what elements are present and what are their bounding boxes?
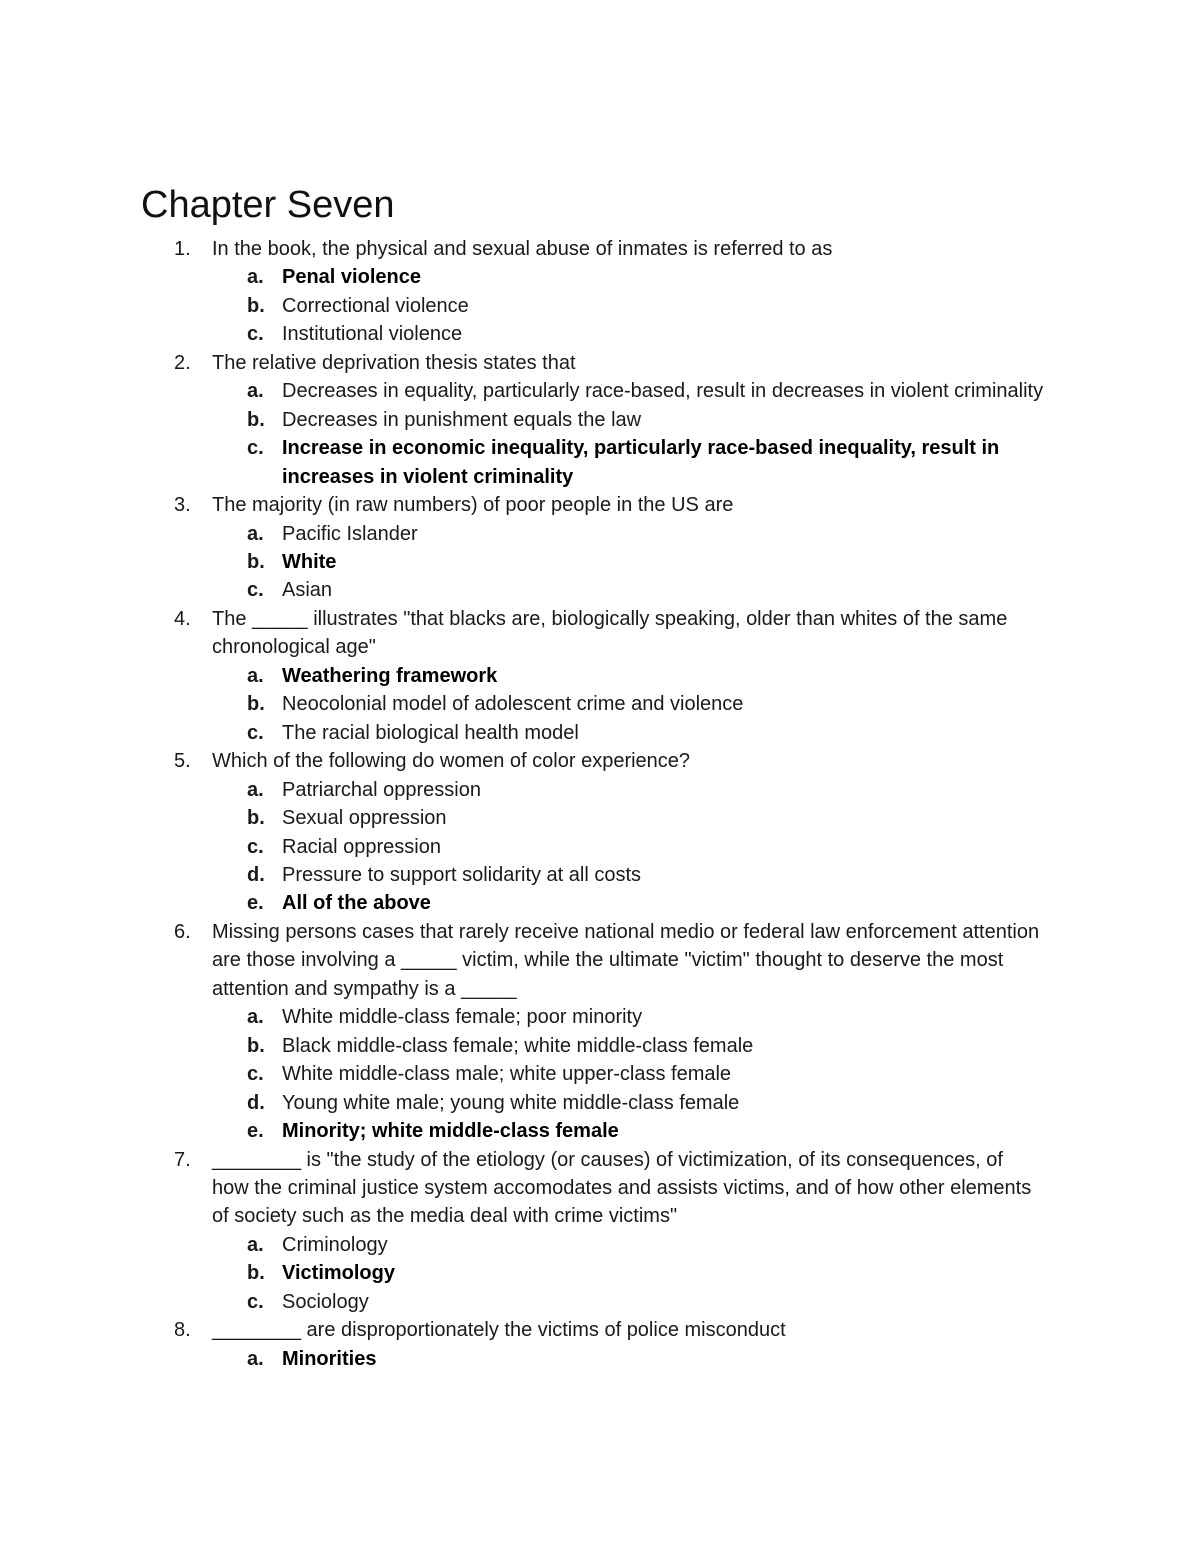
option-text: White [282,550,337,573]
answer-option [0,377,1200,405]
option-text: Racial oppression [282,835,441,858]
option-text: Black middle-class female; white middle-class female [282,1034,754,1057]
answer-option [0,1288,1200,1316]
answer-option [0,719,1200,747]
option-letter: c. [247,579,264,602]
option-text: Young white male; young white middle-class female [282,1091,740,1114]
answer-options [0,377,1200,491]
option-text: Penal violence [282,266,421,289]
option-text: Victimology [282,1262,395,1285]
question-item [0,918,1200,1146]
answer-option [0,406,1200,434]
question-number: 7. [174,1148,191,1171]
question-item [0,1316,1200,1373]
option-letter: b. [247,1262,265,1285]
answer-option [0,576,1200,604]
answer-option [0,833,1200,861]
question-list [0,235,1200,1373]
option-text: Weathering framework [282,664,498,687]
answer-option-correct [0,889,1200,917]
question-text: Missing persons cases that rarely receive national medio or federal law enforcement attention are those involving a _____ victim, while the ultimate "victim" thought to deserve the most attention and sympathy is a _____ [212,920,1040,1000]
answer-option-correct [0,263,1200,291]
answer-option-correct [0,434,1200,491]
answer-options [0,263,1200,348]
answer-option [0,1003,1200,1031]
question-text: The majority (in raw numbers) of poor people in the US are [212,494,734,517]
question-text: The relative deprivation thesis states that [212,351,576,374]
question-text: Which of the following do women of color experience? [212,750,691,773]
option-text: Institutional violence [282,323,463,346]
answer-options [0,1003,1200,1145]
option-letter: b. [247,550,265,573]
option-letter: a. [247,664,264,687]
answer-option [0,1231,1200,1259]
answer-option-correct [0,1345,1200,1373]
option-letter: a. [247,1233,264,1256]
option-text: Increase in economic inequality, particularly race-based inequality, result in increases in violent criminality [282,437,1000,488]
question-number: 4. [174,607,191,630]
answer-option-correct [0,548,1200,576]
option-letter: d. [247,1091,265,1114]
question-text: The _____ illustrates "that blacks are, biologically speaking, older than whites of the same chronological age" [212,607,1008,659]
question-text: ________ is "the study of the etiology (or causes) of victimization, of its consequences, of how the criminal justice system accomodates and assists victims, and of how other elements of society such as the media deal with crime victims" [212,1148,1032,1228]
option-letter: a. [247,380,264,403]
page-title: Chapter Seven [141,184,395,226]
answer-options [0,520,1200,605]
option-text: Pacific Islander [282,522,418,545]
answer-options [0,1231,1200,1316]
option-letter: b. [247,408,265,431]
answer-option [0,861,1200,889]
option-letter: b. [247,294,265,317]
answer-option [0,804,1200,832]
answer-option-correct [0,1117,1200,1145]
question-text: ________ are disproportionately the victims of police misconduct [212,1319,786,1342]
question-item [0,605,1200,747]
option-text: Decreases in punishment equals the law [282,408,642,431]
option-letter: c. [247,721,264,744]
option-letter: a. [247,1006,264,1029]
option-text: Decreases in equality, particularly race-based, result in decreases in violent criminality [282,380,1044,403]
option-text: Patriarchal oppression [282,778,481,801]
option-text: All of the above [282,892,431,915]
option-letter: a. [247,1347,264,1370]
answer-option [0,320,1200,348]
option-text: Sociology [282,1290,369,1313]
option-text: Correctional violence [282,294,469,317]
option-letter: c. [247,1063,264,1086]
answer-options [0,1345,1200,1373]
option-text: Neocolonial model of adolescent crime and violence [282,693,744,716]
question-number: 5. [174,750,191,773]
question-text: In the book, the physical and sexual abuse of inmates is referred to as [212,238,833,260]
option-text: Sexual oppression [282,807,447,830]
question-number: 2. [174,351,191,374]
option-letter: b. [247,1034,265,1057]
option-letter: c. [247,835,264,858]
question-number: 8. [174,1319,191,1342]
answer-option-correct [0,662,1200,690]
option-text: Pressure to support solidarity at all costs [282,863,642,886]
option-letter: a. [247,778,264,801]
option-letter: b. [247,807,265,830]
question-number: 6. [174,920,191,943]
answer-option [0,690,1200,718]
option-letter: e. [247,892,264,915]
option-text: Minorities [282,1347,377,1370]
answer-option [0,1032,1200,1060]
question-number: 1. [174,238,191,260]
option-text: The racial biological health model [282,721,579,744]
question-item [0,747,1200,918]
question-item [0,1146,1200,1317]
option-text: White middle-class female; poor minority [282,1006,643,1029]
question-item [0,349,1200,491]
answer-options [0,662,1200,747]
option-text: Asian [282,579,333,602]
question-item [0,235,1200,349]
answer-option [0,1060,1200,1088]
option-text: Criminology [282,1233,388,1256]
option-letter: d. [247,863,265,886]
option-letter: c. [247,1290,264,1313]
answer-option-correct [0,1259,1200,1287]
question-item [0,491,1200,605]
question-number: 3. [174,494,191,517]
answer-option [0,776,1200,804]
answer-options [0,776,1200,918]
option-letter: c. [247,323,264,346]
option-text: White middle-class male; white upper-class female [282,1063,732,1086]
answer-option [0,520,1200,548]
option-letter: a. [247,522,264,545]
option-letter: c. [247,437,264,460]
option-letter: b. [247,693,265,716]
option-text: Minority; white middle-class female [282,1120,619,1143]
answer-option [0,292,1200,320]
answer-option [0,1089,1200,1117]
option-letter: a. [247,266,264,289]
option-letter: e. [247,1120,264,1143]
